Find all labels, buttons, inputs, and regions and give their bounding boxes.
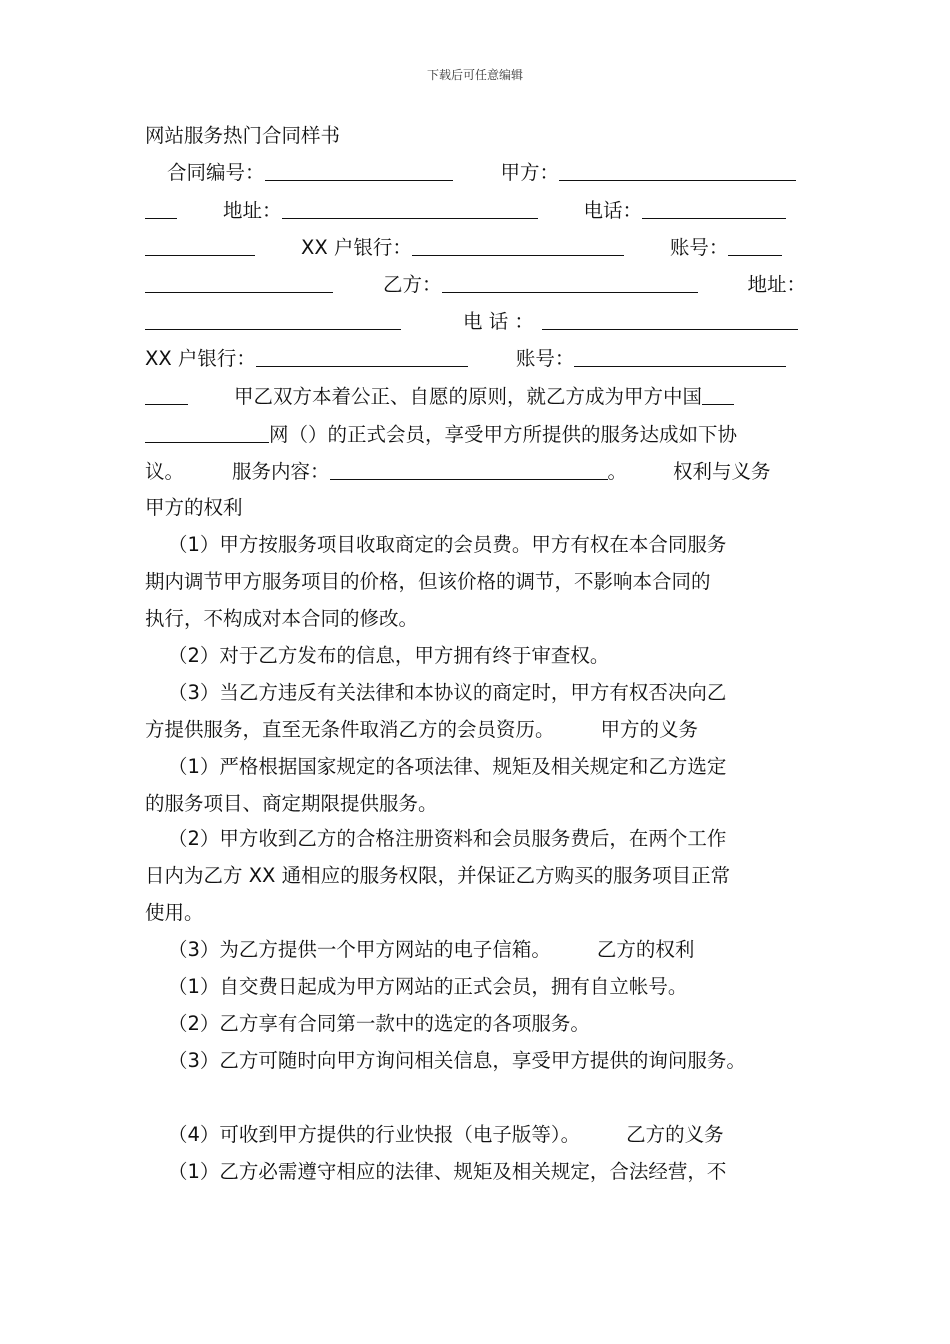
clause-d1-line2: 的服务项目、商定期限提供服务。	[145, 792, 438, 815]
section-a-rights: 甲方的权利	[145, 496, 243, 519]
clause-d2-line1: （2）甲方收到乙方的合格注册资料和会员服务费后，在两个工作	[168, 827, 727, 850]
party-a-blank-cont	[145, 196, 177, 219]
clause-a1-line3: 执行，不构成对本合同的修改。	[145, 607, 419, 630]
rights-duties-heading: 权利与义务	[673, 460, 771, 483]
form-row-3	[145, 233, 782, 262]
clause-a1-line2: 期内调节甲方服务项目的价格，但该价格的调节，不影响本合同的	[145, 570, 711, 593]
service-content-blank	[330, 457, 608, 480]
bank-b-blank	[256, 344, 468, 367]
clause-b2: （2）乙方享有合同第一款中的选定的各项服务。	[168, 1012, 590, 1035]
clause-d2-line2: 日内为乙方 XX 通相应的服务权限，并保证乙方购买的服务项目正常	[145, 864, 731, 887]
clause-a3-line2: 方提供服务，直至无条件取消乙方的会员资历。 甲方的义务	[145, 718, 699, 741]
service-content-label: 服务内容：	[232, 460, 330, 483]
party-b-blank	[442, 270, 698, 293]
intro-line-3	[145, 457, 771, 486]
account-a-blank-cont	[145, 270, 333, 293]
address-b-label: 地址：	[747, 273, 807, 296]
form-row-1	[167, 158, 796, 187]
bank-a-blank	[412, 233, 624, 256]
intro-line-1	[145, 382, 734, 411]
party-a-label: 甲方：	[500, 161, 560, 184]
form-row-6	[145, 344, 786, 373]
account-b-label: 账号：	[515, 347, 575, 370]
clause-a3-line1: （3）当乙方违反有关法律和本协议的商定时，甲方有权否决向乙	[168, 681, 727, 704]
clause-b1: （1）自交费日起成为甲方网站的正式会员，拥有自立帐号。	[168, 975, 688, 998]
contract-no-blank	[265, 158, 453, 181]
intro-text-3: 议。	[145, 460, 185, 483]
section-b-duties: 乙方的义务	[626, 1123, 724, 1146]
account-a-label: 账号：	[669, 236, 729, 259]
address-a-label: 地址：	[223, 199, 282, 222]
document-title: 网站服务热门合同样书	[145, 124, 341, 147]
contract-no-label: 合同编号：	[167, 161, 265, 184]
address-b-blank	[145, 307, 401, 330]
site-name-blank	[702, 382, 734, 405]
clause-b3: （3）乙方可随时向甲方询问相关信息，享受甲方提供的询问服务。	[168, 1049, 746, 1072]
clause-d3: （3）为乙方提供一个甲方网站的电子信箱。 乙方的权利	[168, 938, 695, 961]
phone-b-blank	[542, 307, 798, 330]
clause-d1-line1: （1）严格根据国家规定的各项法律、规矩及相关规定和乙方选定	[168, 755, 727, 778]
intro-text-2: 网（）的正式会员，享受甲方所提供的服务达成如下协	[269, 423, 738, 446]
bank-b-label: XX 户银行：	[145, 347, 256, 370]
form-row-4	[145, 270, 806, 299]
clause-e1: （1）乙方必需遵守相应的法律、规矩及相关规定，合法经营，不	[168, 1160, 727, 1183]
phone-a-blank	[642, 196, 786, 219]
intro-text-1: 甲乙双方本着公正、自愿的原则，就乙方成为甲方中国	[234, 385, 703, 408]
phone-a-label: 电话：	[583, 199, 643, 222]
party-a-blank	[559, 158, 796, 181]
clause-b4: （4）可收到甲方提供的行业快报（电子版等）。 乙方的义务	[168, 1123, 724, 1146]
account-b-blank-cont	[145, 382, 188, 405]
clause-a1-line1: （1）甲方按服务项目收取商定的会员费。甲方有权在本合同服务	[168, 533, 727, 556]
form-row-2	[145, 196, 786, 225]
section-a-duties: 甲方的义务	[600, 718, 699, 741]
clause-d2-line3: 使用。	[145, 901, 204, 924]
account-a-blank	[728, 233, 782, 256]
account-b-blank	[574, 344, 786, 367]
party-b-label: 乙方：	[383, 273, 442, 296]
site-name-blank-cont	[145, 420, 269, 443]
bank-a-label: XX 户银行：	[301, 236, 412, 259]
intro-line-2	[145, 420, 737, 449]
form-row-5	[145, 307, 798, 336]
intro-period: 。	[607, 460, 628, 483]
phone-b-label: 电 话 ：	[463, 310, 534, 333]
phone-a-blank-cont	[145, 233, 255, 256]
section-b-rights: 乙方的权利	[596, 938, 695, 961]
page-header: 下载后可任意编辑	[426, 68, 523, 82]
clause-a2: （2）对于乙方发布的信息，甲方拥有终于审查权。	[168, 644, 610, 667]
address-a-blank	[282, 196, 538, 219]
